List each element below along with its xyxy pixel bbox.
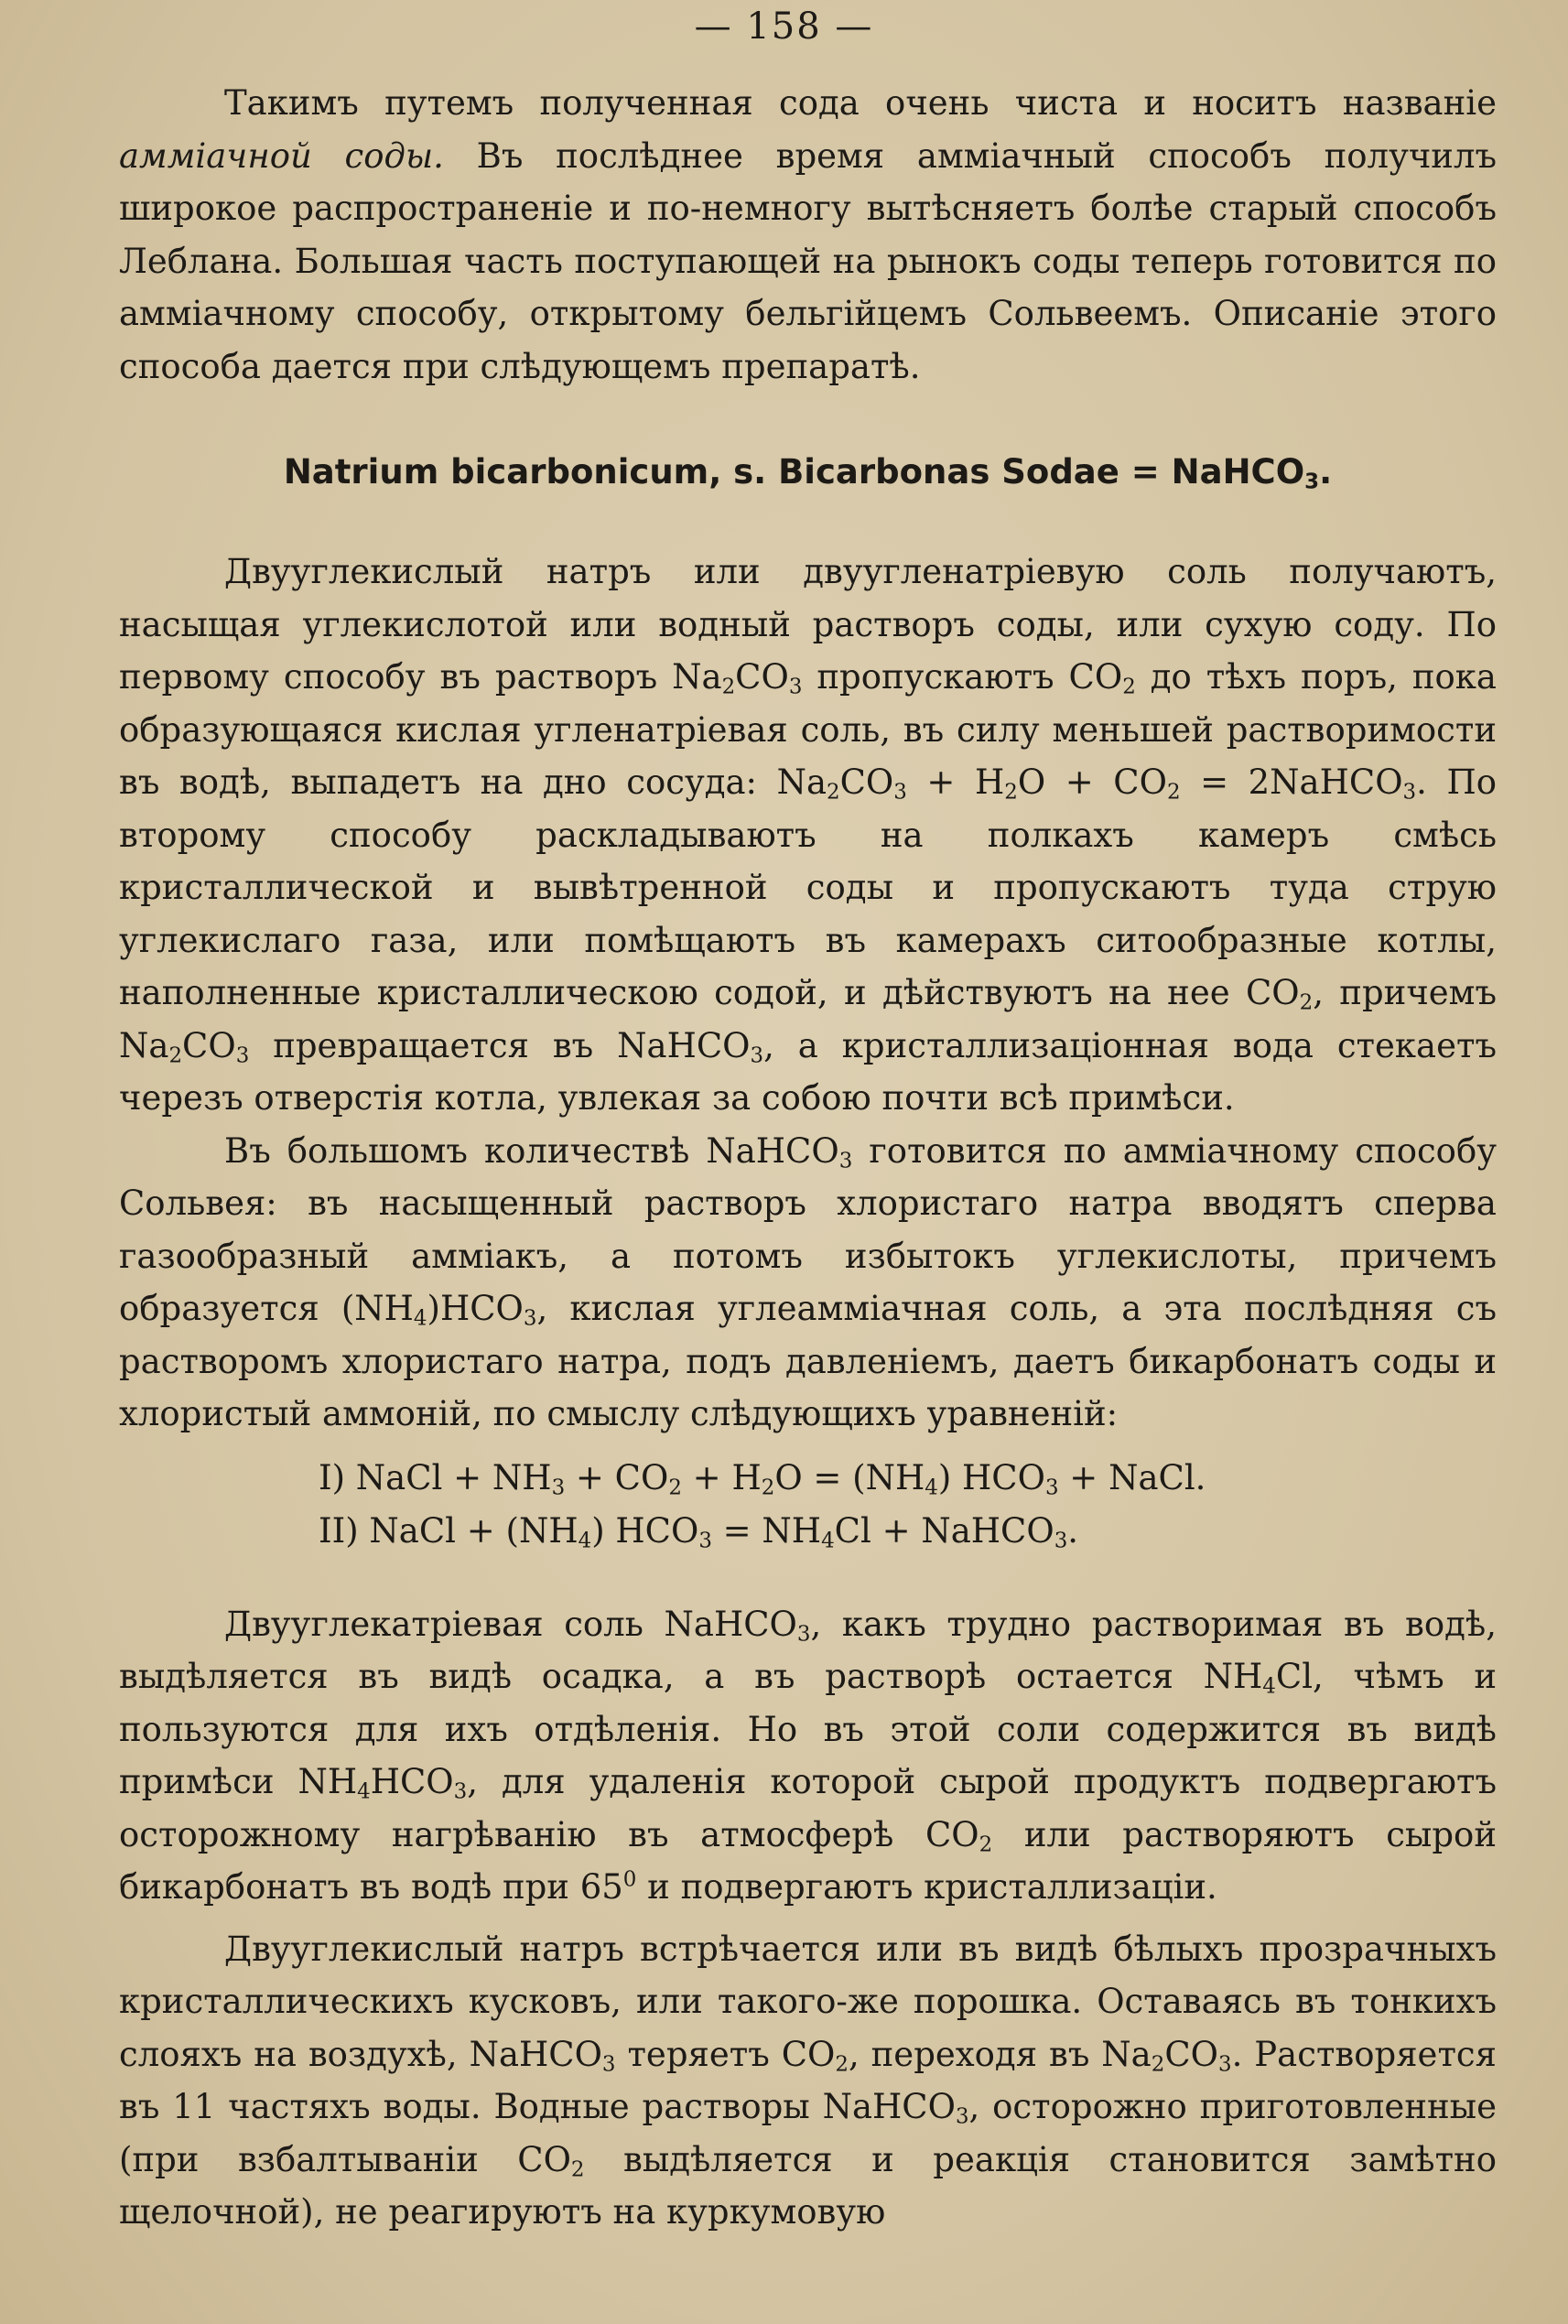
eq1-sub: 2 xyxy=(668,1475,682,1500)
p3-sub: 3 xyxy=(796,1622,811,1647)
equation-2 xyxy=(319,1505,1497,1558)
p2-text: , кислая углеамміачная соль, а эта послѣдняя съ растворомъ хлористаго натра, подъ давленіемъ, даетъ бикарбонатъ соды и хлористый аммоній, по смыслу слѣдующихъ уравненій: xyxy=(119,1289,1497,1433)
p4-sub: 3 xyxy=(955,2104,969,2129)
eq2-sub: 4 xyxy=(578,1529,592,1553)
p1-sub: 2 xyxy=(168,1043,183,1068)
p4-text: Двууглекислый натръ встрѣчается или въ видѣ бѣлыхъ прозрачныхъ кристаллическихъ кусковъ, или такого-же порошка. Оставаясь въ тонкихъ слояхъ на воздухѣ, NaHCO xyxy=(119,1929,1497,2074)
eq1-sub: 4 xyxy=(925,1475,938,1500)
p3-text: Cl, чѣмъ и пользуются для ихъ отдѣленія. Но въ этой соли содержится въ видѣ примѣси NH xyxy=(119,1657,1498,1801)
p1-sub: 3 xyxy=(1402,780,1417,805)
p3-text: , для удаленія которой сырой продуктъ подвергаютъ осторожному нагрѣванію въ атмосферѣ CO xyxy=(119,1762,1497,1854)
p1-text: до тѣхъ поръ, пока образующаяся кислая угленатріевая соль, въ силу меньшей растворимости въ водѣ, выпадетъ на дно сосуда: Na xyxy=(119,657,1497,802)
intro-text-2: Въ послѣднее время амміачный способъ получилъ широкое распространеніе и по-немногу вытѣсняетъ болѣе старый способъ Леблана. Большая часть поступающей на рынокъ соды теперь готовится по амміачному способу, открытому бельгійцемъ Сольвеемъ. Описаніе этого способа дается при слѣдующемъ препаратѣ. xyxy=(119,135,1498,386)
equations-block xyxy=(119,1452,1497,1558)
eq1-text: + NaCl. xyxy=(1058,1457,1206,1497)
p3-degree: 0 xyxy=(622,1867,637,1892)
p1-sub: 3 xyxy=(750,1043,764,1068)
p3-sub: 4 xyxy=(357,1779,371,1804)
p4-text: . Растворяется въ 11 частяхъ воды. Водные растворы NaHCO xyxy=(119,2034,1497,2126)
p1-text: O + CO xyxy=(1017,762,1167,802)
equation-1 xyxy=(319,1452,1497,1505)
p2-text: готовится по амміачному способу Сольвея: въ насыщенный растворъ хлористаго натра вводятъ сперва газообразный амміакъ, а потомъ избытокъ углекислоты, причемъ образуется (NH xyxy=(119,1130,1498,1328)
p4-sub: 2 xyxy=(1151,2052,1165,2077)
eq1-sub: 3 xyxy=(551,1475,566,1500)
eq1-text: + H xyxy=(681,1457,762,1497)
p1-sub: 3 xyxy=(893,780,907,805)
p1-sub: 2 xyxy=(827,780,840,805)
eq2-text: ) HCO xyxy=(591,1510,699,1551)
p2-sub: 3 xyxy=(523,1306,537,1331)
paragraph-2 xyxy=(119,1125,1497,1441)
p2-sub: 3 xyxy=(838,1149,853,1173)
p4-sub: 2 xyxy=(835,2052,849,2077)
eq1-sub: 3 xyxy=(1044,1475,1059,1500)
p4-text: теряетъ CO xyxy=(615,2034,836,2074)
p1-text: CO xyxy=(735,657,789,697)
p1-sub: 2 xyxy=(1166,780,1181,805)
p1-text: Двууглекислый натръ или двуугленатріевую соль получаютъ, насыщая углекислотой или водный растворъ соды, или сухую соду. По первому способу въ растворъ Na xyxy=(119,552,1497,697)
eq1-text: I) NaCl + NH xyxy=(319,1457,552,1497)
p4-text: выдѣляется и реакція становится замѣтно щелочной), не реагируютъ на куркумовую xyxy=(119,2139,1497,2232)
paragraph-4 xyxy=(119,1923,1497,2239)
p3-sub: 4 xyxy=(1262,1674,1276,1699)
eq1-text: + CO xyxy=(565,1457,669,1497)
p4-sub: 3 xyxy=(1217,2052,1232,2077)
eq2-text: . xyxy=(1067,1510,1079,1551)
eq1-sub: 2 xyxy=(761,1475,775,1500)
page-content xyxy=(119,77,1497,2239)
p3-text: и подвергаютъ кристаллизаціи. xyxy=(636,1867,1217,1907)
heading-text: Natrium bicarbonicum, s. Bicarbonas Sodae = NaHCO xyxy=(283,452,1305,492)
p1-text: + H xyxy=(906,762,1005,802)
p1-sub: 2 xyxy=(1299,990,1314,1015)
p1-sub: 2 xyxy=(721,675,736,699)
p2-text: )HCO xyxy=(427,1289,524,1328)
p1-text: = 2NaHCO xyxy=(1180,762,1403,802)
p1-text: , а кристаллизаціонная вода стекаетъ черезъ отверстія котла, увлекая за собою почти всѣ примѣси. xyxy=(119,1025,1498,1118)
page-number: — 158 — xyxy=(694,5,874,48)
heading-tail: . xyxy=(1319,452,1333,492)
p4-text: CO xyxy=(1164,2034,1218,2074)
p4-text: , осторожно приготовленные (при взбалтываніи CO xyxy=(119,2087,1497,2179)
eq2-text: Cl + NaHCO xyxy=(834,1510,1054,1551)
p1-sub: 3 xyxy=(788,675,803,699)
eq2-sub: 3 xyxy=(1054,1529,1068,1553)
p1-text: CO xyxy=(839,762,894,802)
eq2-text: = NH xyxy=(711,1510,822,1551)
p3-sub: 3 xyxy=(453,1779,468,1804)
p3-sub: 2 xyxy=(979,1832,993,1857)
p3-text: HCO xyxy=(370,1762,454,1801)
intro-italic-term: амміачной соды. xyxy=(119,135,444,176)
p3-text: или растворяютъ сырой бикарбонатъ въ водѣ при 65 xyxy=(119,1814,1497,1907)
p1-sub: 2 xyxy=(1004,780,1018,805)
p1-text: , причемъ Na xyxy=(119,973,1497,1065)
p4-sub: 3 xyxy=(601,2052,616,2077)
p1-sub: 2 xyxy=(1122,675,1136,699)
eq1-text: ) HCO xyxy=(937,1457,1045,1497)
p1-text: превращается въ NaHCO xyxy=(249,1025,751,1065)
p1-text: CO xyxy=(182,1025,236,1065)
p4-sub: 2 xyxy=(570,2157,585,2182)
p1-sub: 3 xyxy=(235,1043,250,1068)
intro-text-1: Такимъ путемъ полученная сода очень чиста и носитъ названіе xyxy=(224,83,1497,123)
paragraph-3 xyxy=(119,1598,1497,1914)
section-heading xyxy=(119,446,1497,498)
eq2-text: II) NaCl + (NH xyxy=(319,1510,579,1551)
eq1-text: O = (NH xyxy=(774,1457,925,1497)
paragraph-1 xyxy=(119,546,1497,1125)
p1-text: . По второму способу раскладываютъ на полкахъ камеръ смѣсь кристаллической и вывѣтренной соды и пропускаютъ туда струю углекислаго газа, или помѣщаютъ въ камерахъ ситообразные котлы, наполненные кристаллическою содой, и дѣйствуютъ на нее CO xyxy=(119,762,1497,1012)
p1-text: пропускаютъ CO xyxy=(802,657,1123,697)
heading-subscript: 3 xyxy=(1304,470,1320,494)
eq2-sub: 3 xyxy=(698,1529,712,1553)
p4-text: , переходя въ Na xyxy=(848,2034,1152,2074)
p2-text: Въ большомъ количествѣ NaHCO xyxy=(224,1130,839,1171)
intro-paragraph xyxy=(119,77,1497,393)
eq2-sub: 4 xyxy=(821,1529,835,1553)
p2-sub: 4 xyxy=(413,1306,427,1331)
p3-text: Двууглекатріевая соль NaHCO xyxy=(224,1604,797,1644)
p3-text: , какъ трудно растворимая въ водѣ, выдѣляется въ видѣ осадка, а въ растворѣ остается NH xyxy=(119,1604,1497,1696)
